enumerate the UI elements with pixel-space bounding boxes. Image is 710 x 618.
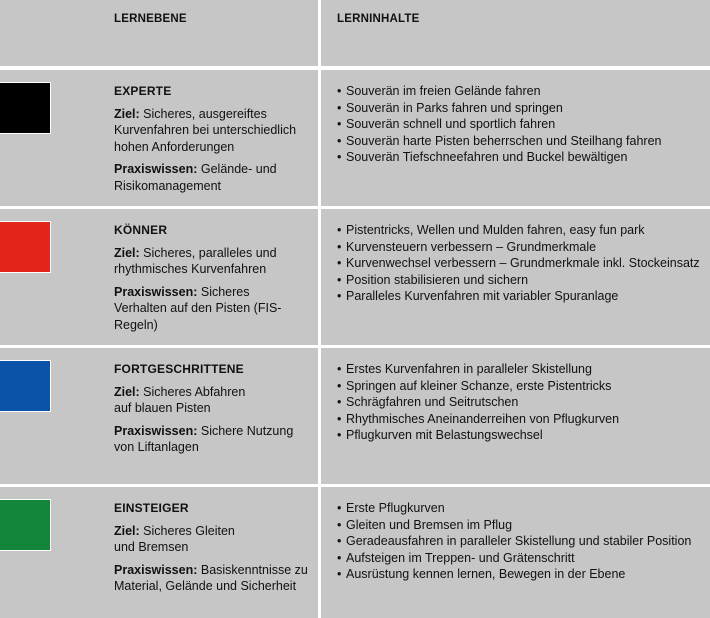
level-goal — [114, 245, 299, 278]
list-item: • Paralleles Kurvenfahren mit variabler Spuranlage — [337, 288, 704, 305]
content-list — [337, 361, 704, 444]
level-goal — [114, 384, 254, 417]
list-item: • Geradeausfahren in paralleler Skistellung und stabiler Position — [337, 533, 704, 550]
goal-text: Sicheres, paralleles und rhythmisches Kurvenfahren — [114, 245, 277, 276]
list-item: • Pistentricks, Wellen und Mulden fahren, easy fun park — [337, 222, 704, 239]
practice-label: Praxiswissen: — [114, 162, 198, 176]
content-list — [337, 222, 704, 305]
level-practice — [114, 562, 314, 595]
practice-text: Basiskenntnisse zu Material, Gelände und Sicherheit — [114, 562, 308, 593]
goal-label: Ziel: — [114, 384, 140, 399]
goal-text: Sicheres Gleiten und Bremsen — [114, 523, 235, 554]
header-cell-lerninhalte — [321, 0, 710, 66]
list-item: • Gleiten und Bremsen im Pflug — [337, 517, 704, 534]
content-list — [337, 500, 704, 583]
list-item: • Souverän schnell und sportlich fahren — [337, 116, 704, 133]
list-item: • Kurvenwechsel verbessern – Grundmerkmale inkl. Stockeinsatz — [337, 255, 704, 272]
content-cell-koenner — [321, 209, 710, 345]
list-item: • Souverän Tiefschneefahren und Buckel bewältigen — [337, 149, 704, 166]
level-title: KÖNNER — [114, 223, 168, 237]
practice-label: Praxiswissen: — [114, 284, 198, 299]
list-item: • Ausrüstung kennen lernen, Bewegen in der Ebene — [337, 566, 704, 583]
goal-label: Ziel: — [114, 523, 140, 538]
header-lerninhalte: LERNINHALTE — [337, 13, 420, 25]
header-lernebene: LERNEBENE — [114, 13, 187, 25]
list-item: • Souverän in Parks fahren und springen — [337, 100, 704, 117]
list-item: • Aufsteigen im Treppen- und Grätenschritt — [337, 550, 704, 567]
goal-label: Ziel: — [114, 106, 140, 121]
content-cell-einsteiger — [321, 487, 710, 618]
level-cell-experte — [0, 70, 318, 206]
practice-text: Sicheres Verhalten auf den Pisten (FIS-Regeln) — [114, 284, 282, 332]
level-practice — [114, 423, 299, 456]
level-cell-einsteiger — [0, 487, 318, 618]
list-item: • Schrägfahren und Seitrutschen — [337, 394, 704, 411]
level-color-swatch — [0, 221, 51, 273]
practice-label: Praxiswissen: — [114, 423, 198, 438]
level-practice — [114, 284, 299, 334]
content-cell-experte — [321, 70, 710, 206]
level-cell-koenner — [0, 209, 318, 345]
level-goal — [114, 106, 312, 156]
level-color-swatch — [0, 82, 51, 134]
list-item: • Souverän harte Pisten beherrschen und Steilhang fahren — [337, 133, 704, 150]
list-item: • Pflugkurven mit Belastungswechsel — [337, 427, 704, 444]
goal-text: Sicheres Abfahren auf blauen Pisten — [114, 384, 246, 415]
list-item: • Rhythmisches Aneinanderreihen von Pflugkurven — [337, 411, 704, 428]
level-color-swatch — [0, 360, 51, 412]
practice-text: Sichere Nutzung von Liftanlagen — [114, 423, 294, 454]
content-list — [337, 83, 704, 166]
practice-label: Praxiswissen: — [114, 562, 198, 577]
level-cell-fortgeschrittene — [0, 348, 318, 484]
content-cell-fortgeschrittene — [321, 348, 710, 484]
goal-text: Sicheres, ausgereiftes Kurvenfahren bei unterschiedlich hohen Anforderungen — [114, 106, 297, 154]
goal-label: Ziel: — [114, 245, 140, 260]
list-item: • Position stabilisieren und sichern — [337, 272, 704, 289]
level-title: EXPERTE — [114, 84, 172, 98]
practice-text: Gelände- und Risikomanagement — [114, 162, 277, 193]
header-cell-lernebene — [0, 0, 318, 66]
list-item: • Erste Pflugkurven — [337, 500, 704, 517]
level-goal — [114, 523, 254, 556]
list-item: • Erstes Kurvenfahren in paralleler Skistellung — [337, 361, 704, 378]
level-practice — [114, 161, 284, 194]
list-item: • Souverän im freien Gelände fahren — [337, 83, 704, 100]
level-color-swatch — [0, 499, 51, 551]
list-item: • Kurvensteuern verbessern – Grundmerkmale — [337, 239, 704, 256]
list-item: • Springen auf kleiner Schanze, erste Pistentricks — [337, 378, 704, 395]
level-title: EINSTEIGER — [114, 501, 189, 515]
level-title: FORTGESCHRITTENE — [114, 362, 244, 376]
